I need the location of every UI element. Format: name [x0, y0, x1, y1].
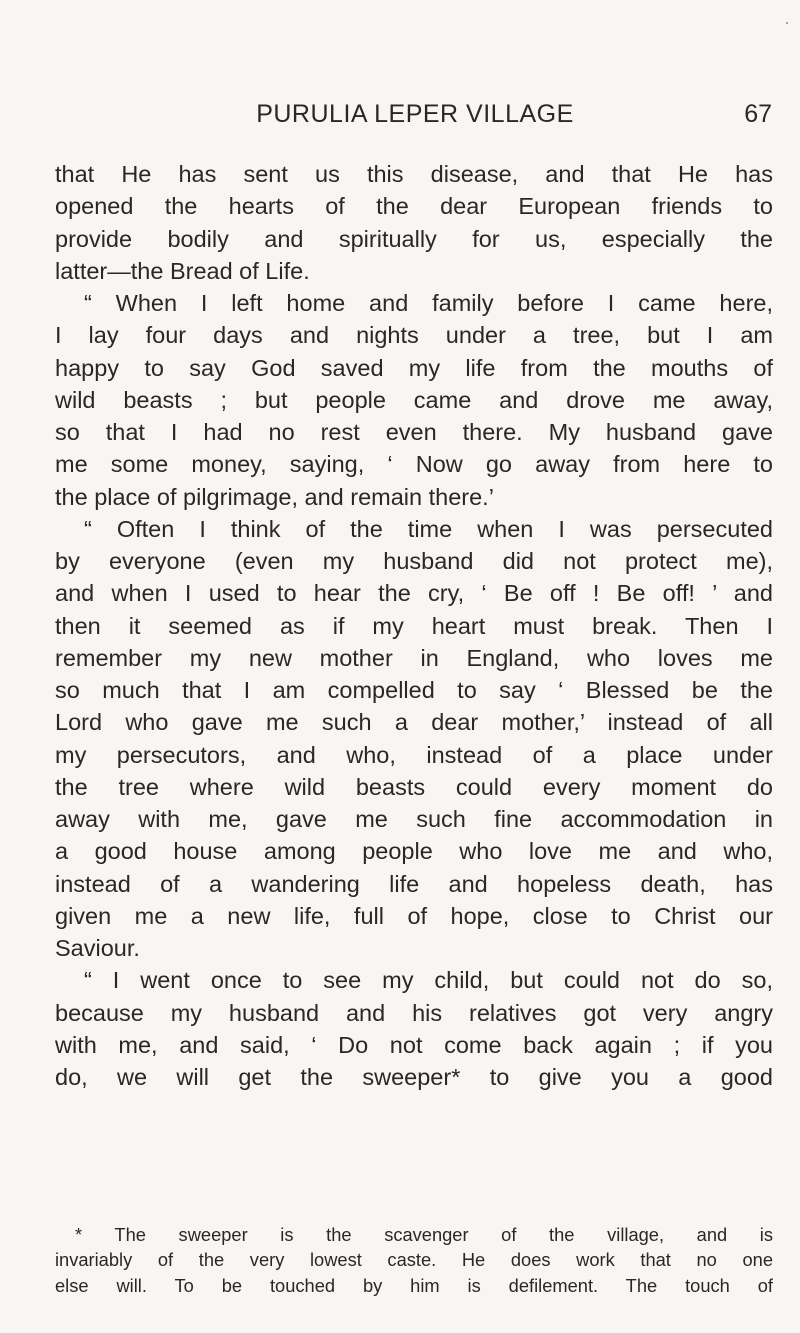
text-line: latter—the Bread of Life.: [55, 257, 310, 284]
text-line: opened the hearts of the dear European friends to: [55, 193, 773, 220]
text-line: the tree where wild beasts could every moment do: [55, 773, 773, 800]
footnote-line: else will. To be touched by him is defilement. The touch of: [55, 1274, 773, 1296]
text-line: wild beasts ; but people came and drove me away,: [55, 386, 773, 413]
paper-speck: [786, 22, 788, 24]
page-number: 67: [744, 100, 772, 128]
text-line: by everyone (even my husband did not protect me),: [55, 548, 773, 574]
running-head: [138, 94, 772, 134]
text-line: “ I went once to see my child, but could not do so,: [84, 967, 773, 994]
text-line: Lord who gave me such a dear mother,’ instead of all: [55, 709, 773, 736]
footnote-line: * The sweeper is the scavenger of the village, and is: [75, 1224, 773, 1245]
text-line: so that I had no rest even there. My husband gave: [55, 419, 773, 445]
text-line: “ When I left home and family before I came here,: [84, 290, 773, 316]
footnote-line: invariably of the very lowest caste. He does work that no one: [55, 1249, 773, 1271]
text-line: so much that I am compelled to say ‘ Blessed be the: [55, 677, 773, 703]
text-line: I lay four days and nights under a tree, but I am: [55, 322, 773, 349]
text-line: instead of a wandering life and hopeless death, has: [55, 870, 773, 897]
text-line: because my husband and his relatives got very angry: [55, 999, 773, 1026]
running-title: PURULIA LEPER VILLAGE: [256, 100, 574, 128]
body-text: [55, 158, 773, 1093]
text-line: “ Often I think of the time when I was persecuted: [84, 515, 773, 542]
footnote: [55, 1222, 773, 1298]
text-line: provide bodily and spiritually for us, especially the: [55, 225, 773, 252]
text-line: that He has sent us this disease, and that He has: [55, 161, 773, 187]
text-line: given me a new life, full of hope, close to Christ our: [55, 902, 773, 929]
text-line: a good house among people who love me and who,: [55, 838, 773, 865]
text-line: the place of pilgrimage, and remain there.’: [55, 483, 494, 510]
text-line: with me, and said, ‘ Do not come back again ; if you: [55, 1031, 773, 1058]
text-line: remember my new mother in England, who loves me: [55, 644, 773, 671]
text-line: me some money, saying, ‘ Now go away from here to: [55, 451, 773, 478]
text-line: away with me, gave me such fine accommodation in: [55, 806, 773, 832]
text-line: and when I used to hear the cry, ‘ Be off ! Be off! ’ and: [55, 580, 773, 607]
text-line: then it seemed as if my heart must break. Then I: [55, 612, 773, 639]
text-line: Saviour.: [55, 935, 140, 961]
text-line: do, we will get the sweeper* to give you a good: [55, 1064, 773, 1090]
text-line: my persecutors, and who, instead of a place under: [55, 741, 773, 768]
text-line: happy to say God saved my life from the mouths of: [55, 354, 773, 381]
